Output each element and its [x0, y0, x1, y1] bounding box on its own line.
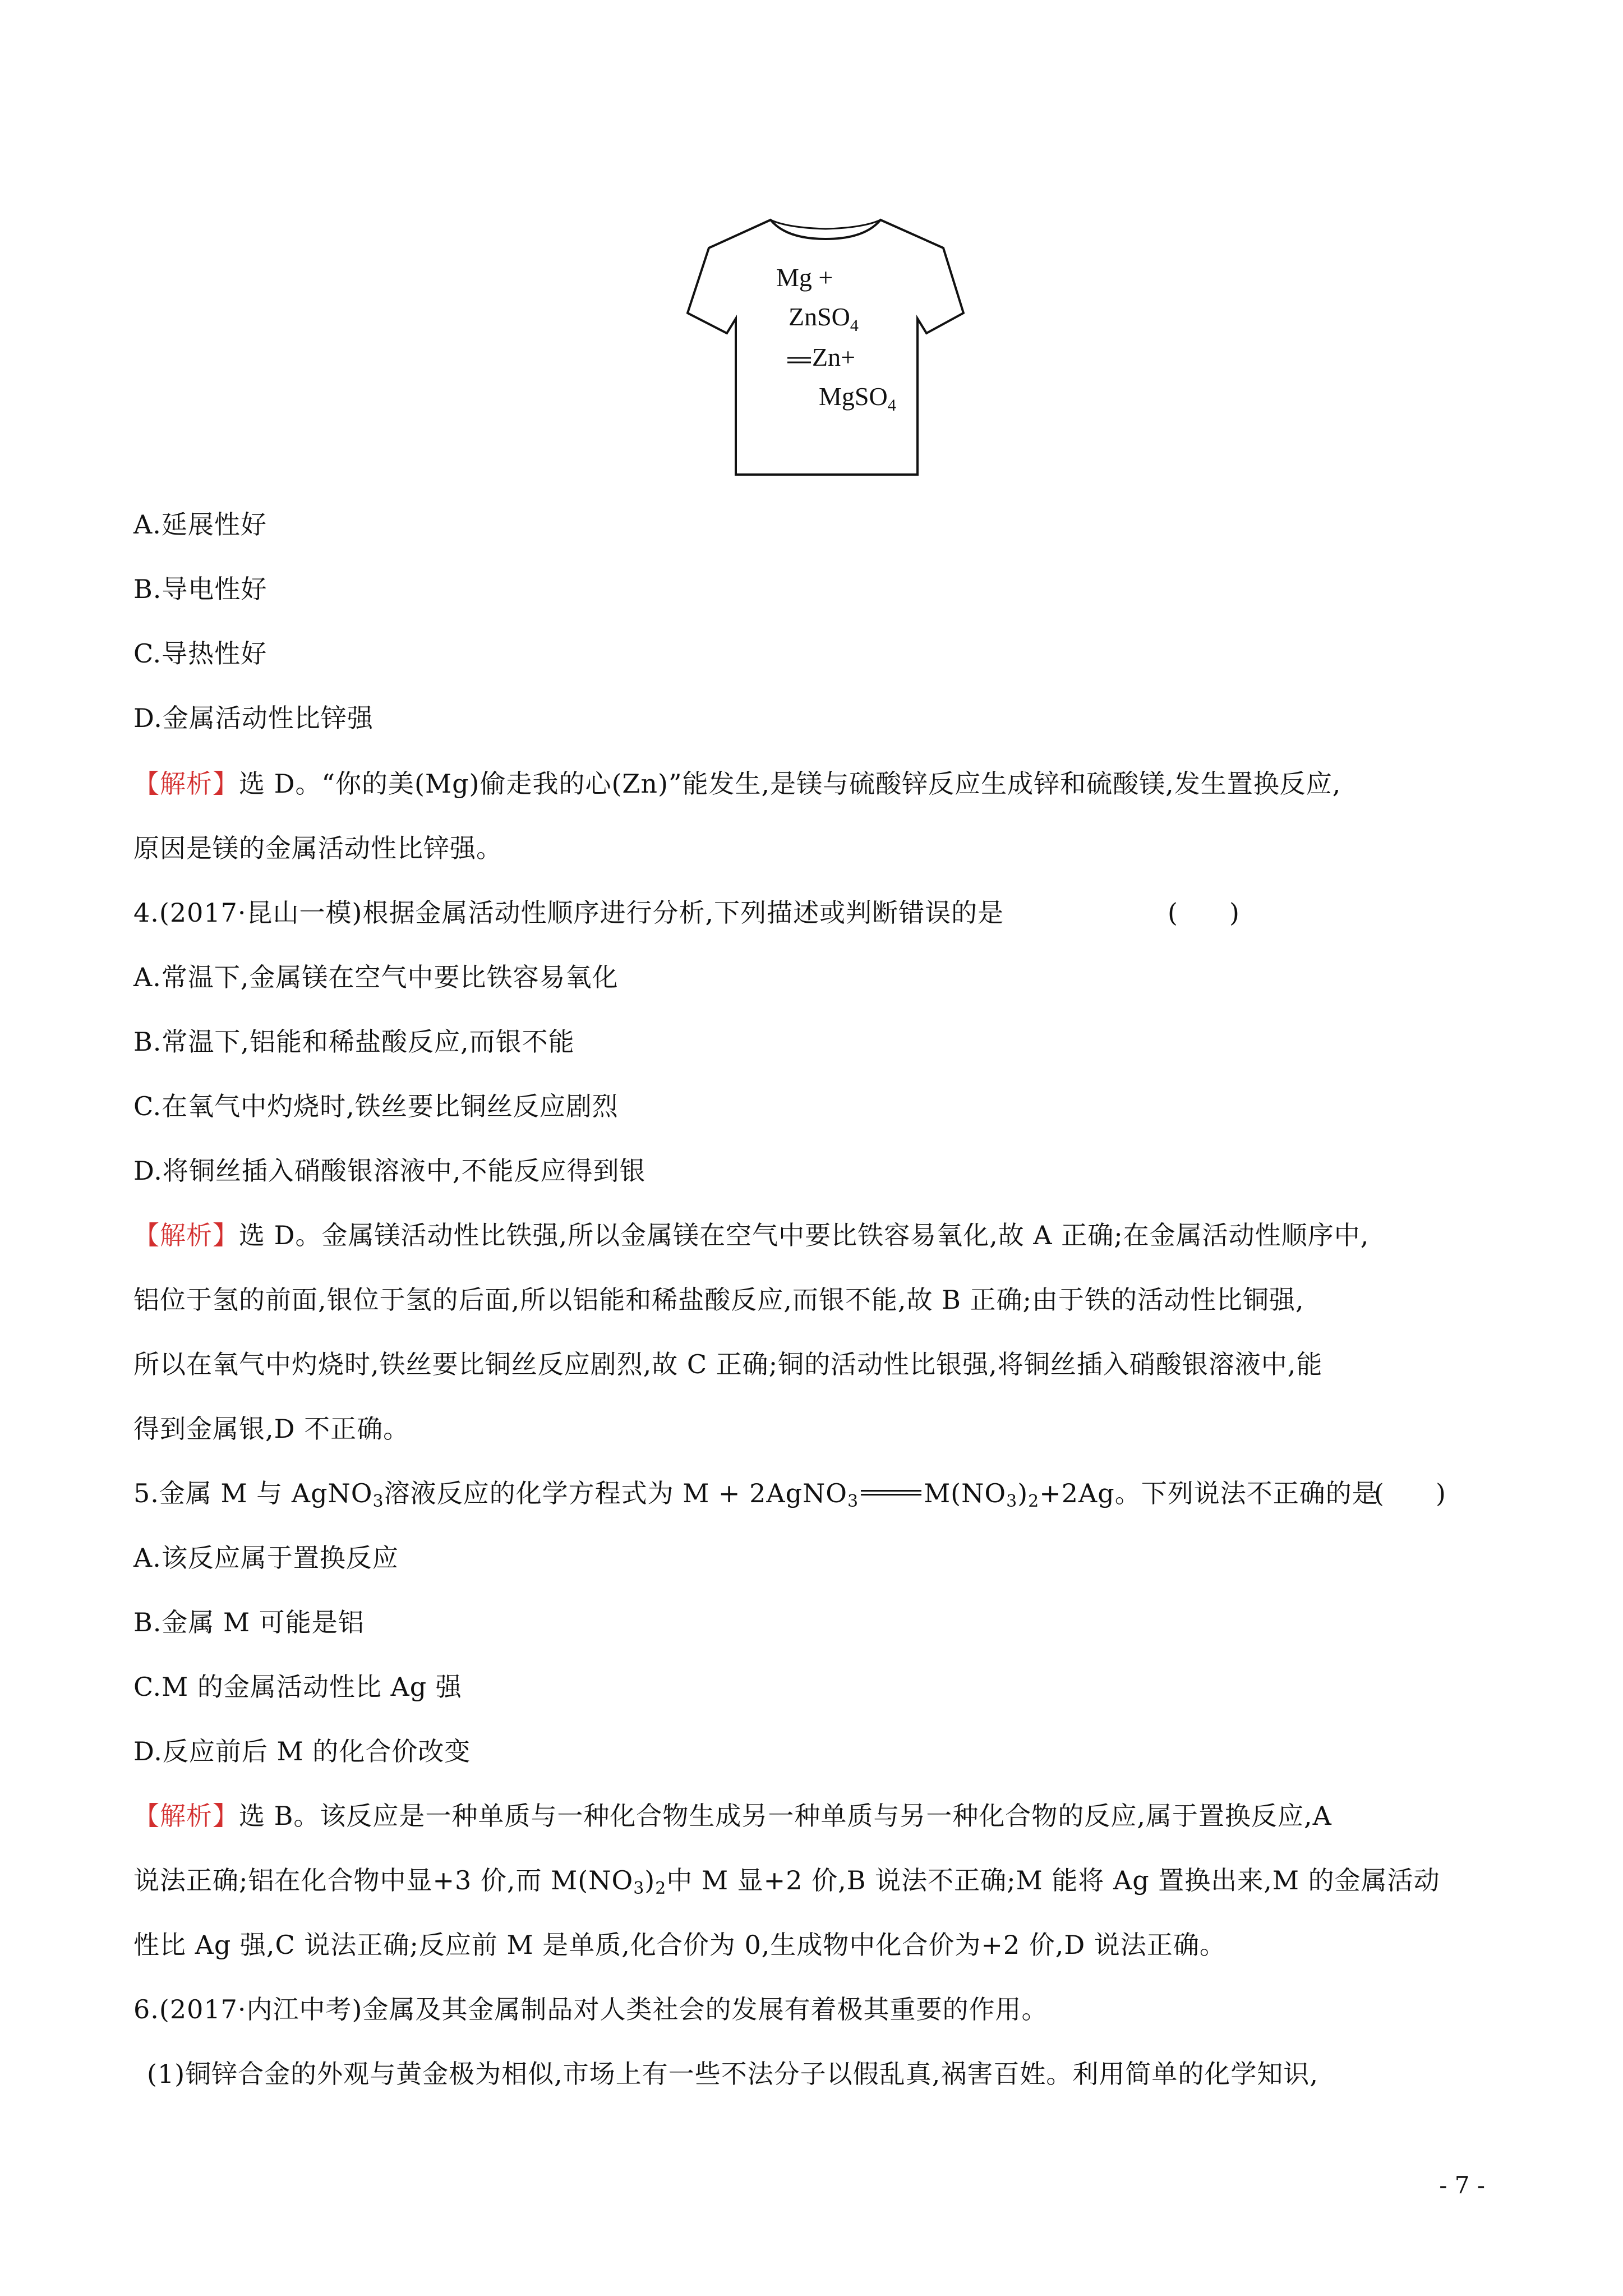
q5-analysis-line-3: 性比 Ag 强,C 说法正确;反应前 M 是单质,化合价为 0,生成物中化合价为+2 价,D 说法正确。	[133, 1930, 1226, 1960]
q3-analysis-line-1: 【解析】选 D。“你的美(Mg)偷走我的心(Zn)”能发生,是镁与硫酸锌反应生成锌和硫酸镁,发生置换反应,	[133, 769, 1341, 799]
q3-analysis-line-2: 原因是镁的金属活动性比锌强。	[133, 833, 502, 863]
q6-sub-question-1: (1)铜锌合金的外观与黄金极为相似,市场上有一些不法分子以假乱真,祸害百姓。利用简单的化学知识,	[147, 2059, 1319, 2089]
q4-option-d: D.将铜丝插入硝酸银溶液中,不能反应得到银	[133, 1156, 646, 1186]
q3-option-a: A.延展性好	[133, 509, 267, 540]
formula-line-3: Zn+	[812, 343, 856, 371]
q5-option-c: C.M 的金属活动性比 Ag 强	[133, 1672, 462, 1702]
q5-option-b: B.金属 M 可能是铝	[133, 1607, 365, 1637]
analysis-tag: 【解析】	[133, 1801, 239, 1831]
q4-option-c: C.在氧气中灼烧时,铁丝要比铜丝反应剧烈	[133, 1091, 619, 1121]
q5-option-d: D.反应前后 M 的化合价改变	[133, 1736, 471, 1766]
formula-line-2: ZnSO$_4$	[789, 302, 859, 335]
q3-option-b: B.导电性好	[133, 574, 268, 604]
q4-option-a: A.常温下,金属镁在空气中要比铁容易氧化	[133, 962, 619, 992]
q3-option-d: D.金属活动性比锌强	[133, 703, 374, 733]
tshirt-figure	[686, 213, 965, 477]
q5-answer-blank: ( )	[1374, 1478, 1446, 1508]
q6-stem: 6.(2017·内江中考)金属及其金属制品对人类社会的发展有着极其重要的作用。	[133, 1994, 1048, 2024]
q3-option-c: C.导热性好	[133, 638, 268, 669]
q4-answer-blank: ( )	[1168, 898, 1239, 928]
q4-option-b: B.常温下,铝能和稀盐酸反应,而银不能	[133, 1027, 575, 1057]
q4-analysis-line-4: 得到金属银,D 不正确。	[133, 1414, 410, 1444]
analysis-tag: 【解析】	[133, 1220, 239, 1250]
tshirt-collar	[771, 220, 880, 229]
q5-option-a: A.该反应属于置换反应	[133, 1543, 399, 1573]
q4-analysis-line-3: 所以在氧气中灼烧时,铁丝要比铜丝反应剧烈,故 C 正确;铜的活动性比银强,将铜丝插入硝酸银溶液中,能	[133, 1349, 1323, 1379]
q5-analysis-line-1: 【解析】选 B。该反应是一种单质与一种化合物生成另一种单质与另一种化合物的反应,属于置换反应,A	[133, 1801, 1332, 1831]
q4-analysis-line-1: 【解析】选 D。金属镁活动性比铁强,所以金属镁在空气中要比铁容易氧化,故 A 正确;在金属活动性顺序中,	[133, 1220, 1370, 1250]
q4-analysis-line-2: 铝位于氢的前面,银位于氢的后面,所以铝能和稀盐酸反应,而银不能,故 B 正确;由于铁的活动性比铜强,	[133, 1285, 1304, 1315]
q4-stem: 4.(2017·昆山一模)根据金属活动性顺序进行分析,下列描述或判断错误的是	[133, 898, 1004, 928]
analysis-tag: 【解析】	[133, 769, 239, 799]
formula-line-1: Mg +	[776, 263, 833, 292]
formula-line-4: MgSO$_4$	[819, 382, 896, 415]
q5-stem: 5.金属 M 与 AgNO$_3$溶液反应的化学方程式为 M + 2AgNO$_3$ $M(NO_3)_2+2Ag$。下列说法不正确的是	[133, 1478, 1378, 1511]
equation-equals-sign	[861, 1490, 921, 1496]
page-number: - 7 -	[1439, 2171, 1485, 2199]
q5-analysis-line-2: 说法正确;铝在化合物中显+3 价,而 $M(NO_3)_2$中 M 显+2 价,B 说法不正确;M 能将 Ag 置换出来,M 的金属活动	[133, 1865, 1440, 1898]
